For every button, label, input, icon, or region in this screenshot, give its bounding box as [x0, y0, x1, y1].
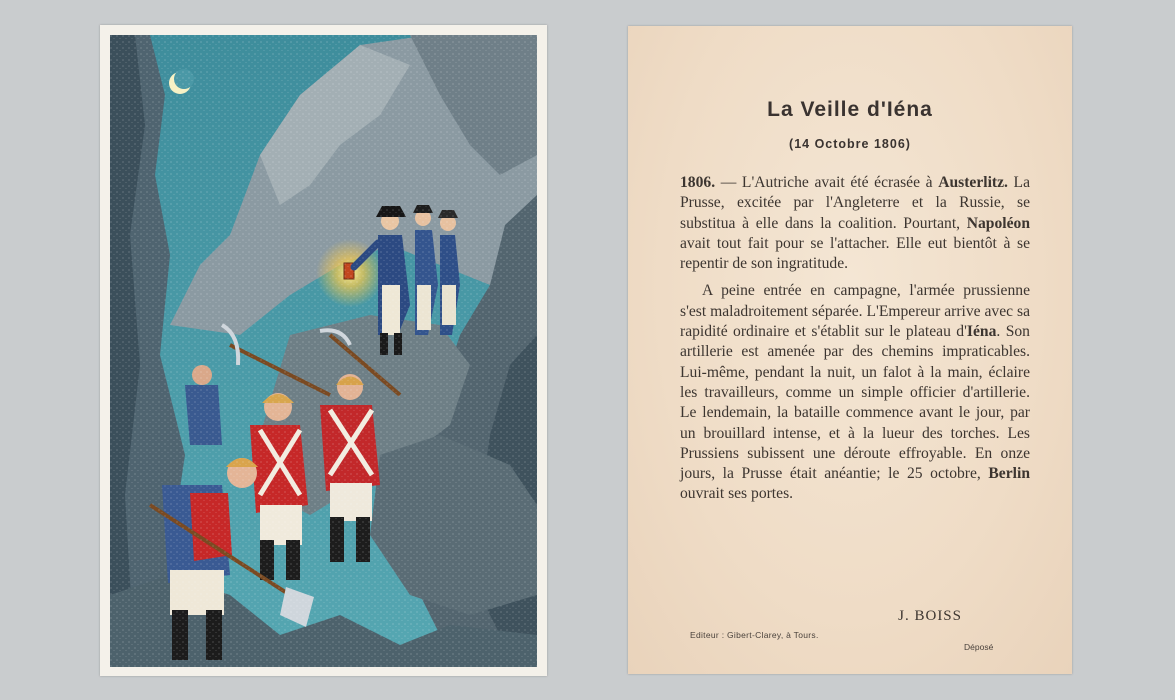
austerlitz-term: Austerlitz. [938, 174, 1008, 191]
publisher-line: Editeur : Gibert-Clarey, à Tours. [690, 630, 819, 640]
card-date: (14 Octobre 1806) [789, 137, 911, 151]
depose-label: Déposé [964, 642, 994, 652]
illustration-napoleon-night-scene [110, 35, 537, 667]
year-label: 1806. [680, 174, 716, 191]
paragraph-1: 1806. — L'Autriche avait été écrasée à Austerlitz. La Prusse, excitée par l'Angleterre et la Russie, se substitua à elle dans la coalition. Pourtant, Napoléon avait tout fait pour se l'attacher. Elle eut bientôt à se repentir de son ingratitude. [680, 174, 1030, 273]
card-body-text [680, 173, 1030, 505]
author-signature: J. BOISS [898, 608, 962, 624]
card-back [628, 26, 1072, 674]
card-title: La Veille d'Iéna [767, 98, 933, 121]
card-front [100, 25, 547, 676]
paragraph-2: A peine entrée en campagne, l'armée prussienne s'est maladroitement séparée. L'Empereur arrive avec sa rapidité ordinaire et s'établit sur le plateau d'Iéna. Son artillerie est amenée par des chemins impraticables. Lui-même, pendant la nuit, un falot à la main, éclaire les travailleurs, comme un simple officier d'artillerie. Le lendemain, la bataille commence avant le jour, par un brouillard intense, et à la lueur des torches. Les Prussiens subissent une déroute effroyable. En onze jours, la Prusse était anéantie; le 25 octobre, Berlin ouvrait ses portes. [680, 282, 1030, 503]
iena-term: Iéna [966, 323, 997, 341]
napoleon-term: Napoléon [966, 214, 1030, 232]
berlin-term: Berlin [988, 465, 1030, 483]
